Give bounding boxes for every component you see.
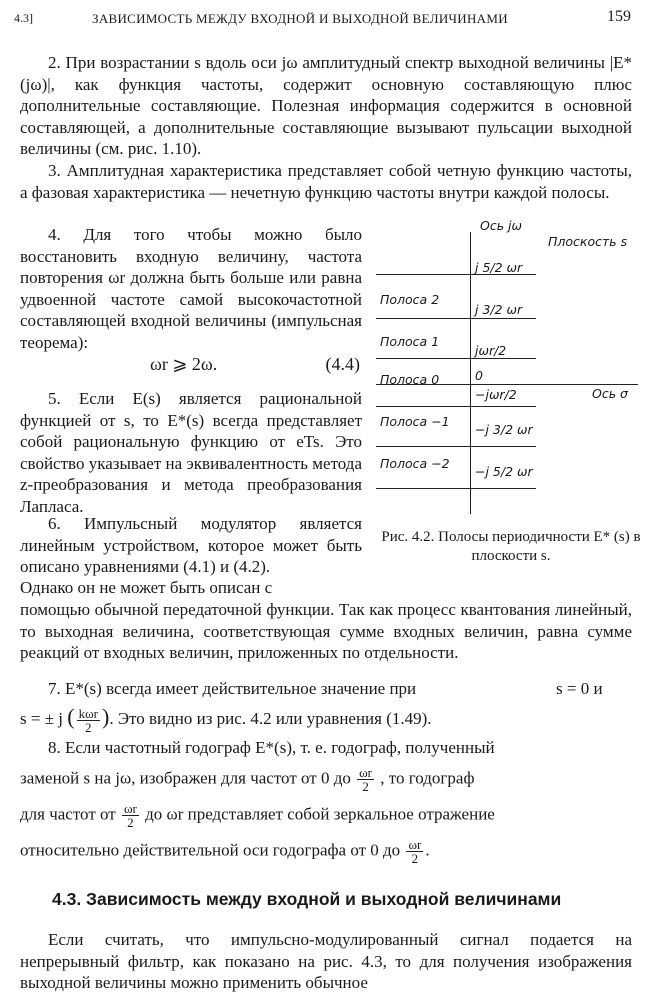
paragraph-2: 2. При возрастании s вдоль оси jω амплитудный спектр выходной величины |E*(jω)|, как функция частоты, содержит основную составляющую плюс дополнительные составляющие. Полезная информация содержится в основной составляющей, а дополнительные составляющие вызывают пульсации выходной величины (см. рис. 1.10). — [20, 53, 632, 159]
band-boundary-1-2 — [376, 358, 536, 359]
paragraph-8-line-4: относительно действительной оси годографа от 0 до $\frac{\omega r}{2}$ . — [20, 837, 430, 866]
fraction-k-omega-over-2: $\frac{\text{kωr}}{2}$ — [78, 705, 98, 735]
header-section-number: 4.3] — [14, 11, 33, 25]
paragraph-7-part-d: . Это видно из рис. 4.2 или уравнения (1.49). — [109, 709, 432, 728]
tick-label-5-2: j 5/2 ωr — [475, 260, 523, 275]
page-number: 159 — [607, 8, 631, 25]
paragraph-8-line-2: заменой s на jω, изображен для частот от 0 до $\frac{\omega r}{2}$ , то годограф — [20, 765, 475, 794]
tick-label-minus-1-2: −jωr/2 — [475, 387, 517, 402]
fraction-omega-over-2-a: $\frac{\omega r}{2}$ — [359, 765, 373, 794]
paragraph-7-line-2: s = ± j ( $\frac{\text{kωr}}{2}$ ). Это видно из рис. 4.2 или уравнения (1.49). — [20, 704, 432, 735]
fraction-omega-over-2-c: $\frac{\omega r}{2}$ — [408, 837, 422, 866]
band-boundary-minus-1-2 — [376, 406, 536, 407]
tick-label-1-2: jωr/2 — [475, 343, 507, 358]
axis-sigma-label: Ось σ — [592, 386, 628, 401]
paragraph-6a: 6. Импульсный модулятор является линейным устройством, которое может быть описано уравнениями (4.1) и (4.2). — [20, 514, 362, 577]
band-label-1: Полоса 1 — [380, 334, 440, 349]
tick-label-zero: 0 — [475, 368, 483, 383]
section-heading-4-3: 4.3. Зависимость между входной и выходной величинами — [52, 889, 562, 909]
equation-4-4 — [150, 354, 360, 375]
equation-number: (4.4) — [325, 354, 360, 374]
band-boundary-minus-5-2 — [376, 488, 536, 489]
paragraph-8-line-3: для частот от $\frac{\omega r}{2}$ до ωr представляет собой зеркальное отражение — [20, 801, 495, 830]
header-title: ЗАВИСИМОСТЬ МЕЖДУ ВХОДНОЙ И ВЫХОДНОЙ ВЕЛИЧИНАМИ — [92, 11, 508, 26]
paragraph-8-line-1: 8. Если частотный годограф E*(s), т. е. годограф, полученный — [48, 738, 495, 757]
tick-label-minus-5-2: −j 5/2 ωr — [475, 464, 533, 479]
paragraph-last: Если считать, что импульсно-модулированный сигнал подается на непрерывный фильтр, как показано на рис. 4.3, то для получения изображения выходной величины можно применить обычное — [20, 930, 632, 993]
paragraph-6b-line: Однако он не может быть описан с — [20, 578, 273, 597]
band-boundary-3-2 — [376, 318, 536, 319]
plane-s-label: Плоскость s — [548, 234, 628, 249]
fraction-omega-over-2-b: $\frac{\omega r}{2}$ — [123, 801, 137, 830]
figure-4-2 — [376, 218, 638, 518]
axis-j-omega-label: Ось jω — [480, 218, 522, 233]
tick-label-3-2: j 3/2 ωr — [475, 302, 523, 317]
band-label-2: Полоса 2 — [380, 292, 440, 307]
band-label-0: Полоса 0 — [380, 372, 440, 387]
paragraph-6c: помощью обычной передаточной функции. Так как процесс квантования линейный, то выходная величина, соответствующая сумме входных величин, равна сумме реакций от входных величин, приложенных по отдельности. — [20, 600, 632, 663]
figure-caption: Рис. 4.2. Полосы периодичности E* (s) в плоскости s. — [381, 529, 641, 564]
band-label-minus-1: Полоса −1 — [380, 414, 450, 429]
paragraph-5: 5. Если E(s) является рациональной функцией от s, то E*(s) всегда представляет собой рациональную функцию от eTs. Это свойство указывает на эквивалентность метода z-преобразования и метода преобразования Лапласа. — [20, 389, 362, 516]
paragraph-7-part-b: s = 0 и — [556, 679, 603, 698]
paragraph-7-part-c: s = ± j — [20, 709, 64, 728]
band-label-minus-2: Полоса −2 — [380, 456, 450, 471]
running-header — [14, 8, 633, 30]
tick-label-minus-3-2: −j 3/2 ωr — [475, 422, 533, 437]
equation-expression: ωr ⩾ 2ω. — [150, 354, 218, 374]
band-boundary-minus-3-2 — [376, 446, 536, 447]
paragraph-7-part-a: 7. E*(s) всегда имеет действительное значение при — [48, 679, 417, 698]
paragraph-3: 3. Амплитудная характеристика представляет собой четную функцию частоты, а фазовая характеристика — нечетную функцию частоты внутри каждой полосы. — [20, 161, 632, 202]
paragraph-4: 4. Для того чтобы можно было восстановить входную величину, частота повторения ωr должна быть больше или равна удвоенной частоте самой высокочастотной составляющей входной величины (импульсная теорема): — [20, 225, 362, 352]
